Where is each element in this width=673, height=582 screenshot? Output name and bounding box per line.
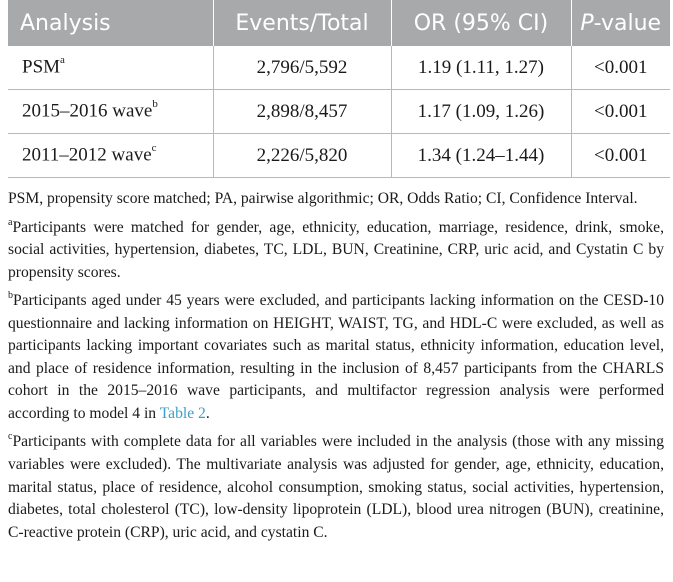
header-or-ci: OR (95% CI)	[391, 0, 571, 46]
row-label-text: 2011–2012 wave	[22, 144, 152, 166]
row-p: <0.001	[571, 46, 670, 90]
footnote-b-end: .	[205, 404, 210, 422]
row-events: 2,796/5,592	[213, 46, 391, 90]
row-or: 1.34 (1.24–1.44)	[391, 134, 571, 178]
footnote-c	[8, 427, 664, 544]
row-or: 1.19 (1.11, 1.27)	[391, 46, 571, 90]
results-table-container	[8, 0, 670, 546]
header-analysis: Analysis	[8, 0, 213, 46]
footnote-b-marker: b	[8, 290, 13, 302]
row-events: 2,226/5,820	[213, 134, 391, 178]
header-events-total: Events/Total	[213, 0, 391, 46]
row-label	[8, 46, 213, 90]
footnote-abbreviations: PSM, propensity score matched; PA, pairwise algorithmic; OR, Odds Ratio; CI, Confidence Interval.	[8, 190, 638, 207]
table-footnotes	[8, 188, 670, 544]
header-p-value	[571, 0, 670, 46]
row-label-text: PSM	[22, 56, 61, 78]
row-p: <0.001	[571, 134, 670, 178]
row-label	[8, 134, 213, 178]
header-p-italic: P	[580, 10, 594, 36]
row-p: <0.001	[571, 90, 670, 134]
table-row	[8, 46, 670, 90]
header-p-rest: -value	[593, 10, 662, 36]
row-or: 1.17 (1.09, 1.26)	[391, 90, 571, 134]
table-row	[8, 90, 670, 134]
footnote-c-marker: c	[8, 431, 13, 443]
footnote-c-text: Participants with complete data for all variables were included in the analysis (those with any missing variables were excluded). The multivariate analysis was adjusted for gender, age, ethnicity, education, marital status, place of residence, alcohol consumption, smoking status, social activities, hypertension, diabetes, total cholesterol (TC), low-density lipoprotein (LDL), blood urea nitrogen (BUN), creatinine, C-reactive protein (CRP), uric acid, and cystatin C.	[8, 433, 664, 541]
footnote-a-text: Participants were matched for gender, age, ethnicity, education, marriage, residence, drink, smoke, social activities, hypertension, diabetes, TC, LDL, BUN, Creatinine, CRP, uric acid, and Cystatin C by propensity scores.	[8, 218, 664, 281]
row-label	[8, 90, 213, 134]
table-2-link[interactable]: Table 2	[159, 404, 206, 422]
results-table	[8, 0, 670, 178]
row-footnote-marker: b	[152, 98, 158, 111]
footnote-a-marker: a	[8, 216, 13, 228]
row-footnote-marker: c	[151, 142, 157, 155]
row-footnote-marker: a	[60, 54, 65, 67]
table-header-row	[8, 0, 670, 46]
footnote-b	[8, 286, 664, 425]
footnote-a	[8, 213, 664, 285]
row-events: 2,898/8,457	[213, 90, 391, 134]
footnote-b-text: Participants aged under 45 years were excluded, and participants lacking information on the CESD-10 questionnaire and lacking information on HEIGHT, WAIST, TG, and HDL-C were excluded, as well as participants lacking important covariates such as marital status, ethnicity information, education level, and place of residence information, resulting in the inclusion of 8,457 participants from the CHARLS cohort in the 2015–2016 wave participants, and multifactor regression analysis were performed according to model 4 in	[8, 292, 664, 422]
table-row	[8, 134, 670, 178]
row-label-text: 2015–2016 wave	[22, 100, 153, 122]
